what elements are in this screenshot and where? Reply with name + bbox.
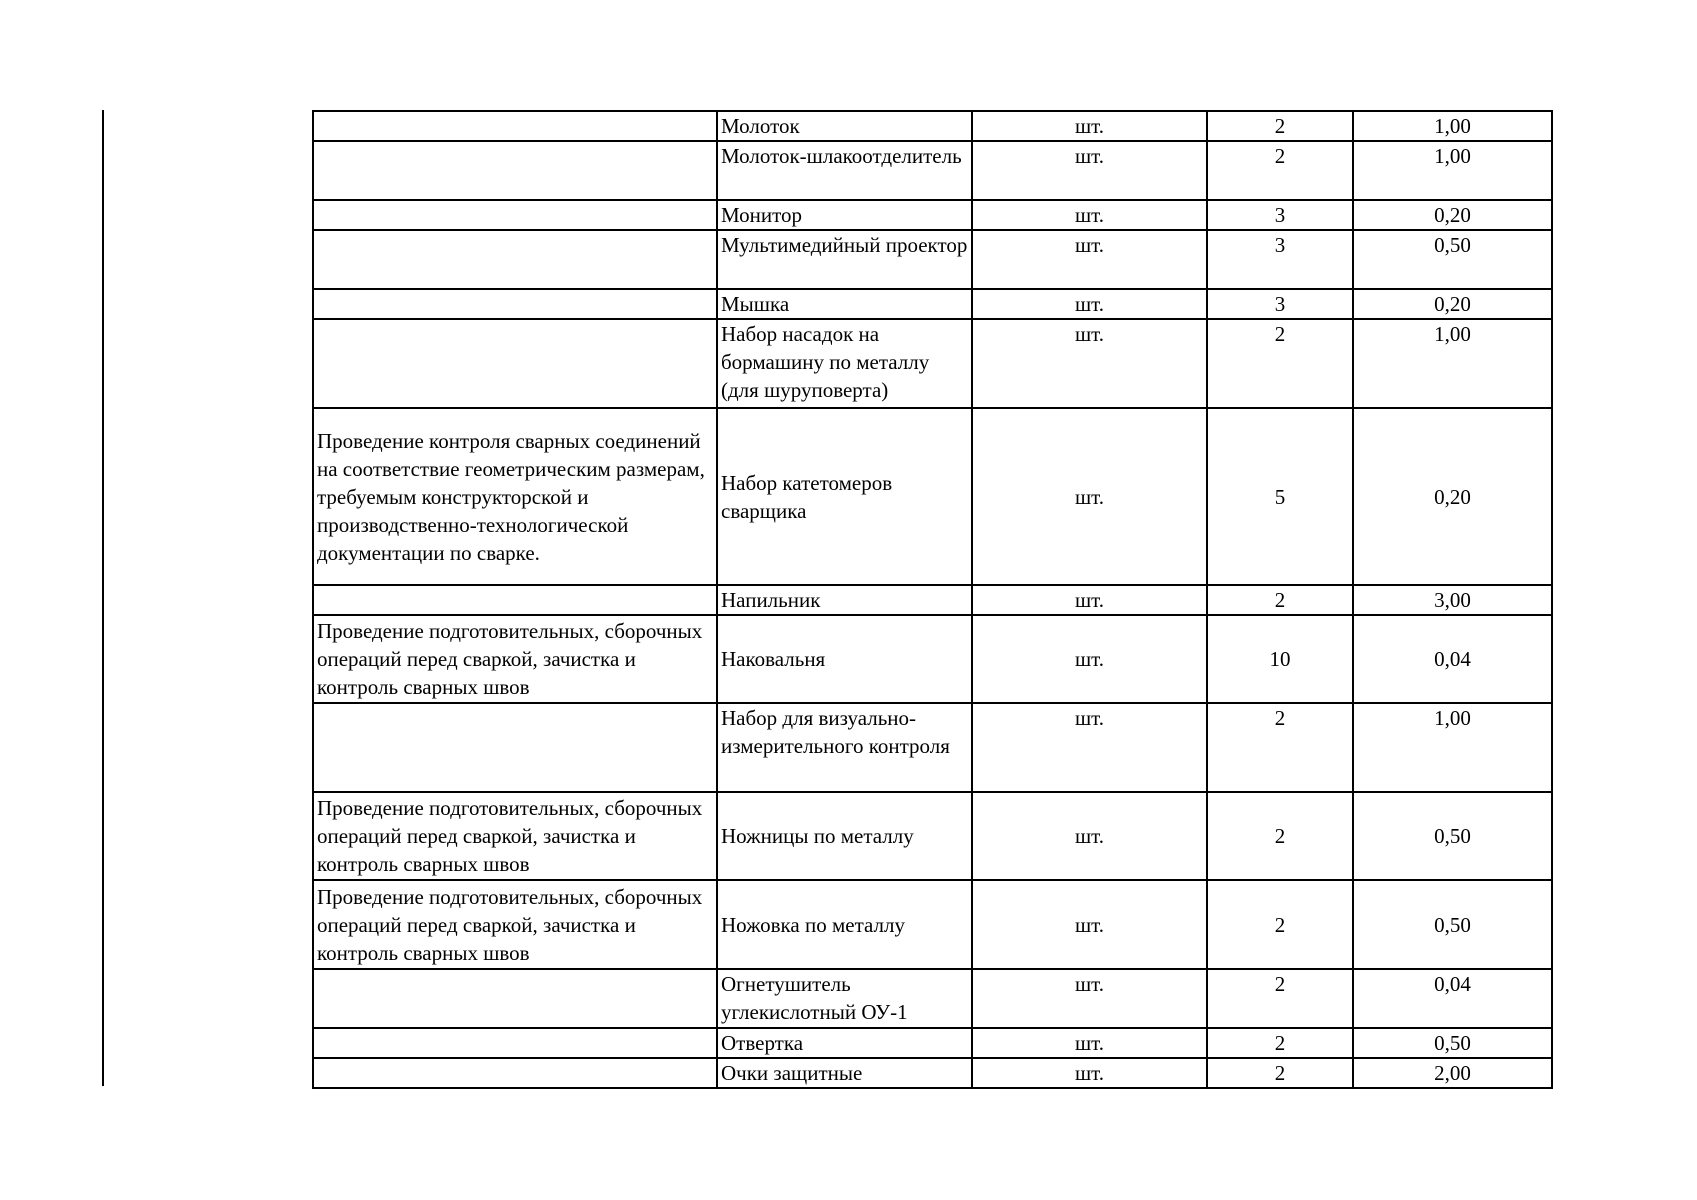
unit-cell: шт. [972, 230, 1207, 289]
purpose-cell [313, 969, 717, 1028]
equipment-table [312, 110, 1553, 1089]
item-name-cell: Наковальня [717, 615, 972, 703]
table-row [313, 703, 1552, 792]
table-row [313, 880, 1552, 969]
item-name-cell: Молоток-шлакоотделитель [717, 141, 972, 200]
norm-cell: 3,00 [1353, 585, 1552, 615]
purpose-cell [313, 1058, 717, 1088]
norm-cell: 0,50 [1353, 792, 1552, 880]
norm-cell: 0,04 [1353, 969, 1552, 1028]
norm-cell: 0,04 [1353, 615, 1552, 703]
table-row [313, 230, 1552, 289]
unit-cell: шт. [972, 703, 1207, 792]
purpose-cell [313, 230, 717, 289]
unit-cell: шт. [972, 615, 1207, 703]
table-row [313, 289, 1552, 319]
unit-cell: шт. [972, 1058, 1207, 1088]
item-name-cell: Ножницы по металлу [717, 792, 972, 880]
item-name-cell: Монитор [717, 200, 972, 230]
unit-cell: шт. [972, 408, 1207, 585]
quantity-cell: 2 [1207, 880, 1353, 969]
item-name-cell: Мышка [717, 289, 972, 319]
purpose-cell [313, 585, 717, 615]
table-row [313, 408, 1552, 585]
quantity-cell: 2 [1207, 969, 1353, 1028]
unit-cell: шт. [972, 289, 1207, 319]
quantity-cell: 3 [1207, 289, 1353, 319]
table-row [313, 141, 1552, 200]
quantity-cell: 2 [1207, 141, 1353, 200]
norm-cell: 1,00 [1353, 319, 1552, 408]
norm-cell: 0,50 [1353, 230, 1552, 289]
quantity-cell: 3 [1207, 230, 1353, 289]
item-name-cell: Напильник [717, 585, 972, 615]
item-name-cell: Огнетушитель углекислотный ОУ-1 [717, 969, 972, 1028]
item-name-cell: Мультимедийный проектор [717, 230, 972, 289]
purpose-cell: Проведение контроля сварных соединений на соответствие геометрическим размерам, требуемым конструкторской и производственно-технологической документации по сварке. [313, 408, 717, 585]
purpose-cell [313, 319, 717, 408]
norm-cell: 0,20 [1353, 289, 1552, 319]
norm-cell: 1,00 [1353, 703, 1552, 792]
table-row [313, 969, 1552, 1028]
item-name-cell: Ножовка по металлу [717, 880, 972, 969]
table-row [313, 319, 1552, 408]
norm-cell: 2,00 [1353, 1058, 1552, 1088]
table-row [313, 1028, 1552, 1058]
item-name-cell: Очки защитные [717, 1058, 972, 1088]
table-row [313, 1058, 1552, 1088]
norm-cell: 0,20 [1353, 408, 1552, 585]
norm-cell: 1,00 [1353, 111, 1552, 141]
unit-cell: шт. [972, 319, 1207, 408]
purpose-cell [313, 289, 717, 319]
unit-cell: шт. [972, 792, 1207, 880]
table-row [313, 585, 1552, 615]
table-row [313, 792, 1552, 880]
item-name-cell: Молоток [717, 111, 972, 141]
item-name-cell: Набор насадок на бормашину по металлу (для шуруповерта) [717, 319, 972, 408]
unit-cell: шт. [972, 880, 1207, 969]
purpose-cell [313, 703, 717, 792]
quantity-cell: 10 [1207, 615, 1353, 703]
purpose-cell [313, 111, 717, 141]
unit-cell: шт. [972, 141, 1207, 200]
table-row [313, 200, 1552, 230]
unit-cell: шт. [972, 1028, 1207, 1058]
quantity-cell: 2 [1207, 111, 1353, 141]
item-name-cell: Набор катетомеров сварщика [717, 408, 972, 585]
norm-cell: 0,20 [1353, 200, 1552, 230]
unit-cell: шт. [972, 585, 1207, 615]
unit-cell: шт. [972, 200, 1207, 230]
norm-cell: 1,00 [1353, 141, 1552, 200]
quantity-cell: 2 [1207, 703, 1353, 792]
purpose-cell [313, 1028, 717, 1058]
equipment-table-body [313, 111, 1552, 1088]
purpose-cell [313, 200, 717, 230]
page-margin-line [102, 110, 104, 1086]
quantity-cell: 2 [1207, 1058, 1353, 1088]
item-name-cell: Отвертка [717, 1028, 972, 1058]
table-row [313, 615, 1552, 703]
purpose-cell: Проведение подготовительных, сборочных операций перед сваркой, зачистка и контроль сварных швов [313, 880, 717, 969]
norm-cell: 0,50 [1353, 1028, 1552, 1058]
item-name-cell: Набор для визуально-измерительного контроля [717, 703, 972, 792]
purpose-cell: Проведение подготовительных, сборочных операций перед сваркой, зачистка и контроль сварных швов [313, 615, 717, 703]
unit-cell: шт. [972, 969, 1207, 1028]
norm-cell: 0,50 [1353, 880, 1552, 969]
quantity-cell: 3 [1207, 200, 1353, 230]
unit-cell: шт. [972, 111, 1207, 141]
purpose-cell: Проведение подготовительных, сборочных операций перед сваркой, зачистка и контроль сварных швов [313, 792, 717, 880]
quantity-cell: 5 [1207, 408, 1353, 585]
table-row [313, 111, 1552, 141]
quantity-cell: 2 [1207, 792, 1353, 880]
quantity-cell: 2 [1207, 1028, 1353, 1058]
purpose-cell [313, 141, 717, 200]
quantity-cell: 2 [1207, 319, 1353, 408]
quantity-cell: 2 [1207, 585, 1353, 615]
